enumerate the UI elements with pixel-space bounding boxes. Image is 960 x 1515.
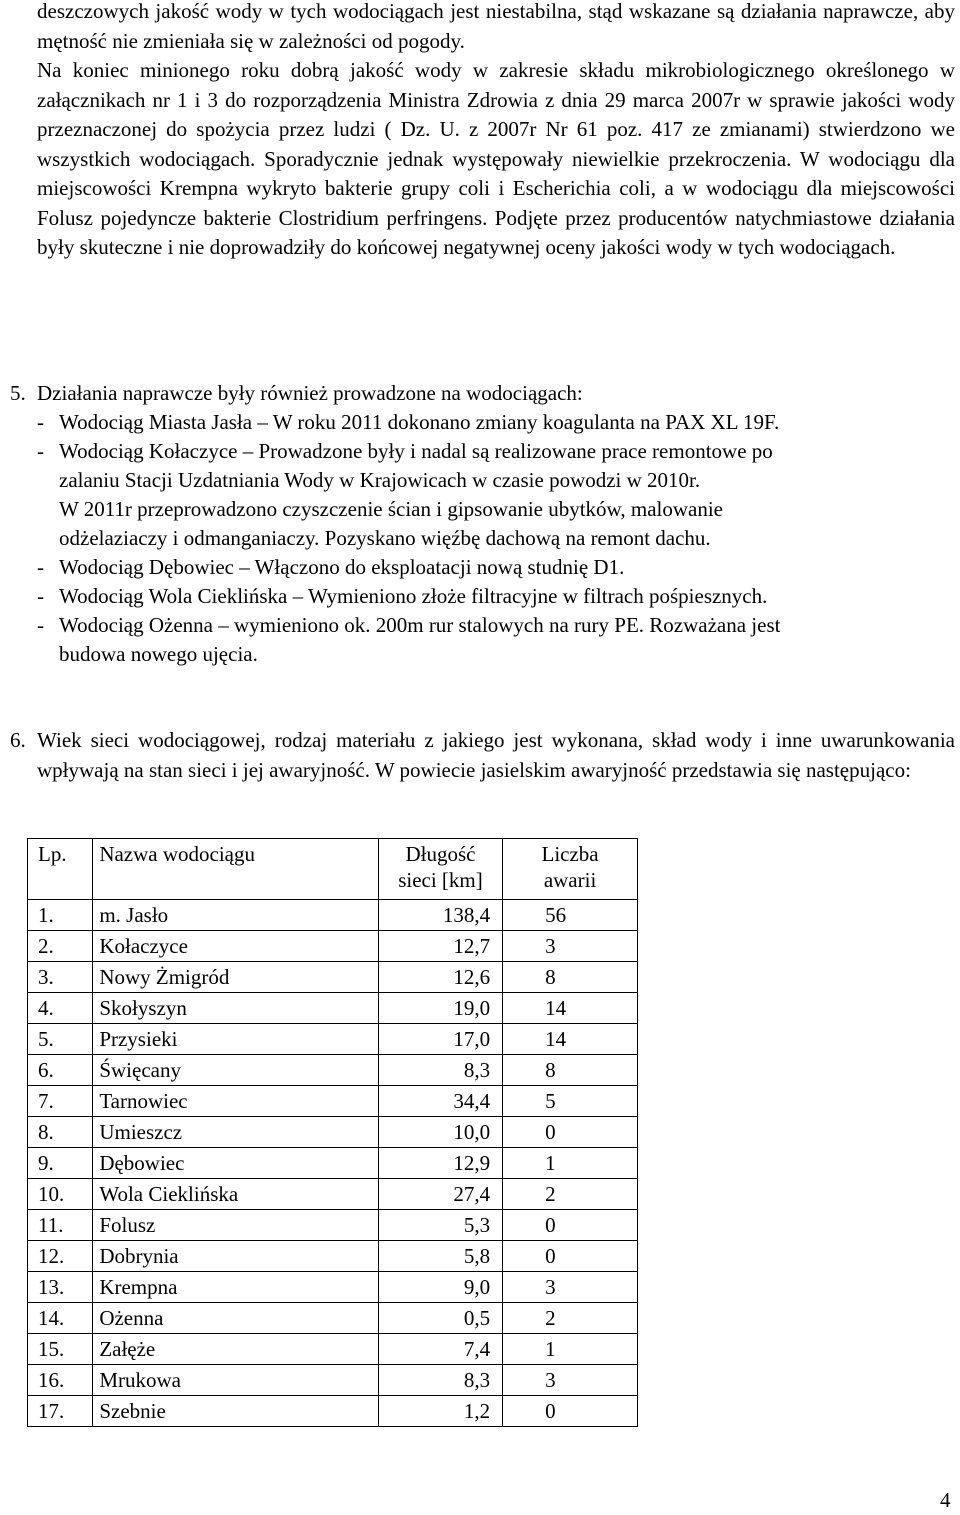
- table-row: [28, 1303, 638, 1334]
- cell-name: Ożenna: [93, 1303, 379, 1334]
- table-row: [28, 993, 638, 1024]
- cell-name: Dębowiec: [93, 1148, 379, 1179]
- list-item-text: Wodociąg Ożenna – wymieniono ok. 200m rur stalowych na rury PE. Rozważana jest: [59, 613, 781, 637]
- cell-count: 3: [503, 1272, 638, 1303]
- table-row: [28, 1241, 638, 1272]
- cell-count: 0: [503, 1396, 638, 1427]
- cell-name: Przysieki: [93, 1024, 379, 1055]
- table-row: [28, 1179, 638, 1210]
- cell-lp: 8.: [28, 1117, 93, 1148]
- cell-name: Kołaczyce: [93, 931, 379, 962]
- header-lp: Lp.: [28, 839, 93, 900]
- cell-length: 1,2: [378, 1396, 502, 1427]
- cell-count: 1: [503, 1148, 638, 1179]
- cell-count: 8: [503, 962, 638, 993]
- list-item-continuation: zalaniu Stacji Uzdatniania Wody w Krajowicach w czasie powodzi w 2010r.: [59, 468, 701, 492]
- list-item-text: Wodociąg Dębowiec – Włączono do eksploatacji nową studnię D1.: [59, 555, 625, 579]
- cell-count: 5: [503, 1086, 638, 1117]
- cell-length: 19,0: [378, 993, 502, 1024]
- cell-length: 0,5: [378, 1303, 502, 1334]
- list-dash: -: [37, 439, 44, 463]
- page-number: 4: [940, 1488, 951, 1512]
- list-item-text: Wodociąg Wola Cieklińska – Wymieniono złoże filtracyjne w filtrach pośpiesznych.: [59, 584, 768, 608]
- table-row: [28, 1055, 638, 1086]
- cell-name: Załęże: [93, 1334, 379, 1365]
- header-length: [378, 839, 502, 900]
- cell-length: 8,3: [378, 1055, 502, 1086]
- cell-lp: 1.: [28, 900, 93, 931]
- cell-lp: 11.: [28, 1210, 93, 1241]
- cell-lp: 3.: [28, 962, 93, 993]
- table-row: [28, 1024, 638, 1055]
- table-row: [28, 1272, 638, 1303]
- cell-name: m. Jasło: [93, 900, 379, 931]
- cell-length: 9,0: [378, 1272, 502, 1303]
- cell-count: 0: [503, 1210, 638, 1241]
- cell-length: 17,0: [378, 1024, 502, 1055]
- cell-lp: 16.: [28, 1365, 93, 1396]
- cell-name: Krempna: [93, 1272, 379, 1303]
- cell-name: Skołyszyn: [93, 993, 379, 1024]
- cell-length: 5,3: [378, 1210, 502, 1241]
- cell-length: 12,9: [378, 1148, 502, 1179]
- header-length-line1: Długość: [405, 842, 476, 866]
- cell-lp: 5.: [28, 1024, 93, 1055]
- table-header-row: [28, 839, 638, 900]
- cell-lp: 14.: [28, 1303, 93, 1334]
- cell-length: 34,4: [378, 1086, 502, 1117]
- section-6-text: Wiek sieci wodociągowej, rodzaj materiału z jakiego jest wykonana, skład wody i inne uwarunkowania wpływają na stan sieci i jej awaryjność. W powiecie jasielskim awaryjność przedstawia się następująco:: [37, 728, 955, 782]
- header-length-line2: sieci [km]: [398, 868, 483, 892]
- list-dash: -: [37, 584, 44, 608]
- cell-name: Wola Cieklińska: [93, 1179, 379, 1210]
- cell-count: 1: [503, 1334, 638, 1365]
- list-dash: -: [37, 410, 44, 434]
- cell-count: 2: [503, 1179, 638, 1210]
- cell-length: 10,0: [378, 1117, 502, 1148]
- cell-name: Dobrynia: [93, 1241, 379, 1272]
- cell-length: 138,4: [378, 900, 502, 931]
- table-row: [28, 931, 638, 962]
- table-row: [28, 1365, 638, 1396]
- cell-lp: 10.: [28, 1179, 93, 1210]
- table-row: [28, 1086, 638, 1117]
- cell-count: 56: [503, 900, 638, 931]
- intro-line: deszczowych jakość wody w tych wodociągach jest niestabilna, stąd wskazane są działania naprawcze, aby mętność nie zmieniała się w zależności od pogody.: [37, 0, 955, 53]
- cell-count: 14: [503, 1024, 638, 1055]
- cell-name: Święcany: [93, 1055, 379, 1086]
- intro-paragraph-text: Na koniec minionego roku dobrą jakość wody w zakresie składu mikrobiologicznego określonego w załącznikach nr 1 i 3 do rozporządzenia Ministra Zdrowia z dnia 29 marca 2007r w sprawie jakości wody przeznaczonej do spożycia przez ludzi ( Dz. U. z 2007r Nr 61 poz. 417 ze zmianami) stwierdzono we wszystkich wodociągach. Sporadycznie jednak występowały niewielkie przekroczenia. W wodociągu dla miejscowości Krempna wykryto bakterie grupy coli i Escherichia coli, a w wodociągu dla miejscowości Folusz pojedyncze bakterie Clostridium perfringens. Podjęte przez producentów natychmiastowe działania były skuteczne i nie doprowadziły do końcowej negatywnej oceny jakości wody w tych wodociągach.: [37, 58, 955, 259]
- intro-paragraph: [37, 56, 955, 263]
- table-row: [28, 1148, 638, 1179]
- cell-count: 14: [503, 993, 638, 1024]
- cell-count: 3: [503, 931, 638, 962]
- cell-length: 5,8: [378, 1241, 502, 1272]
- cell-length: 8,3: [378, 1365, 502, 1396]
- list-item-continuation: budowa nowego ujęcia.: [59, 642, 258, 666]
- cell-length: 12,7: [378, 931, 502, 962]
- table-row: [28, 900, 638, 931]
- list-item-text: Wodociąg Kołaczyce – Prowadzone były i nadal są realizowane prace remontowe po: [59, 439, 773, 463]
- table-row: [28, 1210, 638, 1241]
- header-count-line2: awarii: [543, 868, 597, 892]
- cell-name: Folusz: [93, 1210, 379, 1241]
- cell-count: 3: [503, 1365, 638, 1396]
- cell-count: 2: [503, 1303, 638, 1334]
- cell-lp: 2.: [28, 931, 93, 962]
- header-count-line1: Liczba: [541, 842, 599, 866]
- table-row: [28, 1334, 638, 1365]
- cell-name: Nowy Żmigród: [93, 962, 379, 993]
- cell-lp: 17.: [28, 1396, 93, 1427]
- section-number: 6.: [10, 728, 26, 752]
- cell-lp: 7.: [28, 1086, 93, 1117]
- table-row: [28, 1117, 638, 1148]
- list-item-continuation: odżelaziaczy i odmanganiaczy. Pozyskano więźbę dachową na remont dachu.: [59, 526, 711, 550]
- table-body: [28, 900, 638, 1427]
- header-name: Nazwa wodociągu: [93, 839, 379, 900]
- header-count: [503, 839, 638, 900]
- cell-length: 27,4: [378, 1179, 502, 1210]
- list-item-continuation: W 2011r przeprowadzono czyszczenie ścian i gipsowanie ubytków, malowanie: [59, 497, 723, 521]
- cell-count: 0: [503, 1241, 638, 1272]
- list-dash: -: [37, 555, 44, 579]
- cell-name: Tarnowiec: [93, 1086, 379, 1117]
- cell-count: 0: [503, 1117, 638, 1148]
- section-number: 5.: [10, 381, 26, 405]
- failure-table: [27, 838, 638, 1427]
- list-dash: -: [37, 613, 44, 637]
- cell-lp: 13.: [28, 1272, 93, 1303]
- cell-lp: 15.: [28, 1334, 93, 1365]
- cell-lp: 12.: [28, 1241, 93, 1272]
- table-row: [28, 962, 638, 993]
- cell-name: Mrukowa: [93, 1365, 379, 1396]
- cell-name: Umieszcz: [93, 1117, 379, 1148]
- cell-lp: 9.: [28, 1148, 93, 1179]
- cell-name: Szebnie: [93, 1396, 379, 1427]
- cell-length: 12,6: [378, 962, 502, 993]
- cell-lp: 6.: [28, 1055, 93, 1086]
- cell-lp: 4.: [28, 993, 93, 1024]
- list-item-text: Wodociąg Miasta Jasła – W roku 2011 dokonano zmiany koagulanta na PAX XL 19F.: [59, 410, 780, 434]
- cell-count: 8: [503, 1055, 638, 1086]
- intro-first-paragraph: [37, 0, 955, 56]
- cell-length: 7,4: [378, 1334, 502, 1365]
- table-row: [28, 1396, 638, 1427]
- section-heading-text: Działania naprawcze były również prowadzone na wodociągach:: [37, 381, 583, 405]
